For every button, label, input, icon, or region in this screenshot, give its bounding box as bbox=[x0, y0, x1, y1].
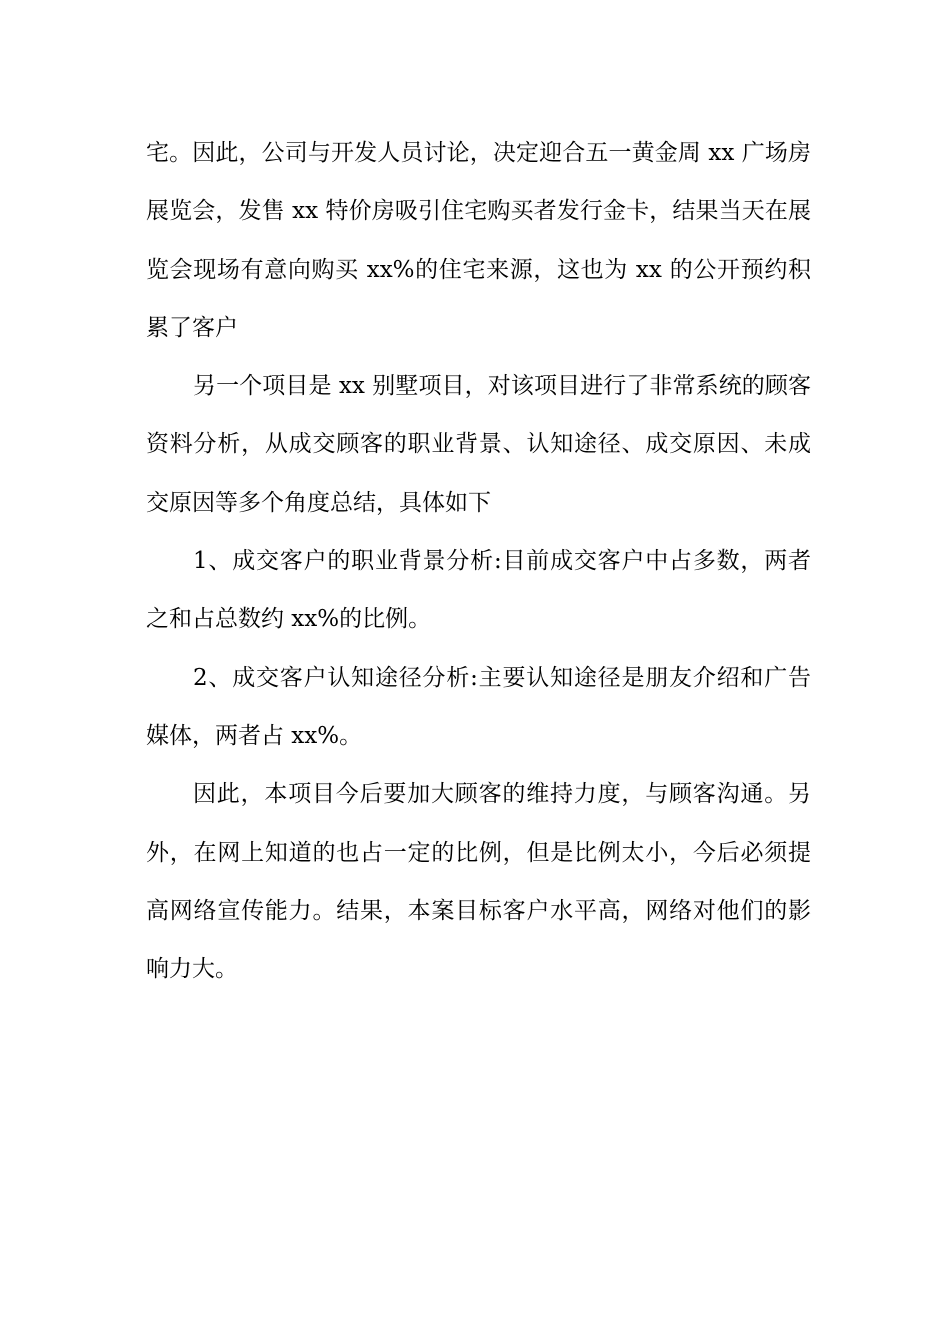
paragraph-5: 因此，本项目今后要加大顾客的维持力度，与顾客沟通。另外，在网上知道的也占一定的比例，但是比例太小，今后必须提高网络宣传能力。结果，本案目标客户水平高，网络对他们的影响力大。 bbox=[146, 781, 811, 983]
paragraph-1: 宅。因此，公司与开发人员讨论，决定迎合五一黄金周 xx 广场房展览会，发售 xx 特价房吸引住宅购买者发行金卡，结果当天在展览会现场有意向购买 xx%的住宅来源，这也为 xx 的公开预约积累了客户 bbox=[146, 140, 811, 341]
paragraph-4: 2、成交客户认知途径分析:主要认知途径是朋友介绍和广告媒体，两者占 xx%。 bbox=[146, 664, 811, 749]
paragraph-2: 另一个项目是 xx 别墅项目，对该项目进行了非常系统的顾客资料分析，从成交顾客的职业背景、认知途径、成交原因、未成交原因等多个角度总结，具体如下 bbox=[146, 373, 811, 516]
document-body bbox=[146, 124, 811, 998]
paragraph-3: 1、成交客户的职业背景分析:目前成交客户中占多数，两者之和占总数约 xx%的比例。 bbox=[146, 548, 811, 633]
